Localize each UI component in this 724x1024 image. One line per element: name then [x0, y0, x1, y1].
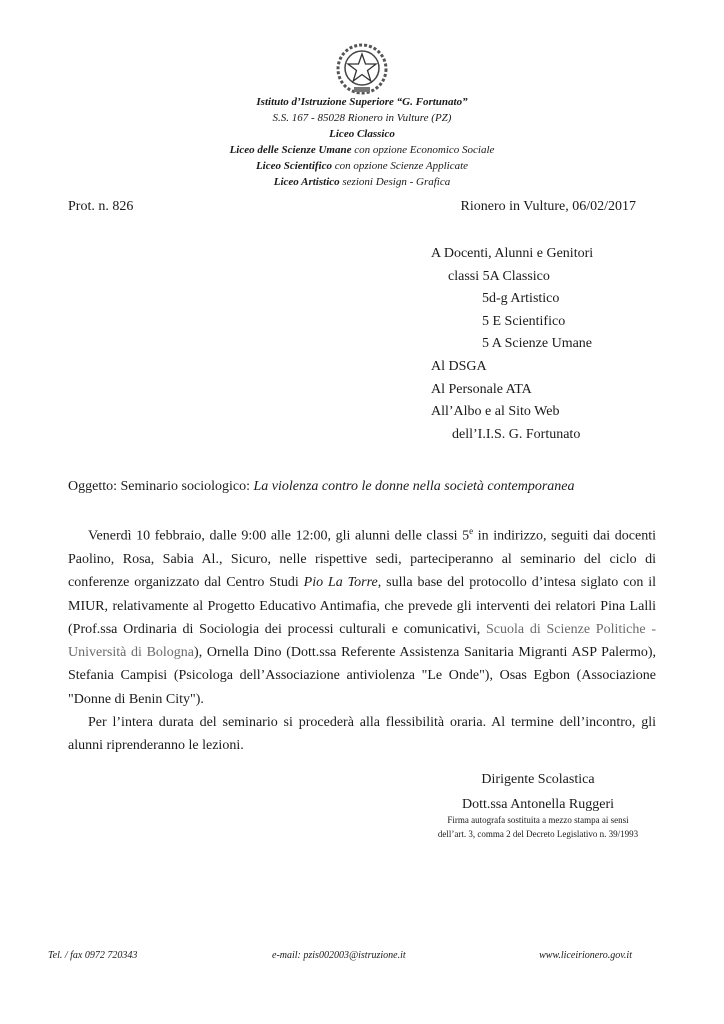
signer-name: Dott.ssa Antonella Ruggeri	[461, 797, 615, 812]
body-paragraph: Venerdì 10 febbraio, dalle 9:00 alle 12:00, gli alunni delle classi 5e in indirizzo, seguiti dai docenti Paolino, Rosa, Sabia Al., Sicuro, nelle rispettive sedi, parteciperanno al seminario del ciclo di conferenze organizzato dal Centro Studi Pio La Torre, sulla base del protocollo d’intesa siglato con il MIUR, relativamente al Progetto Educativo Antimafia, che prevede gli interventi dei relatori Pina Lalli (Prof.ssa Ordinaria di Sociologia dei processi culturali e comunicativi, Scuola di Scienze Politiche - Università di Bologna), Ornella Dino (Dott.ssa Referente Assistenza Sanitaria Migranti ASP Palermo), Stefania Campisi (Psicologa dell’Associazione antiviolenza "Le Onde"), Osas Egbon (Associazione "Donne di Benin City").	[68, 526, 657, 707]
signer-role: Dirigente Scolastica	[481, 772, 595, 787]
recipient-line: classi 5A Classico	[448, 268, 550, 284]
footer-website: www.liceirionero.gov.it	[539, 950, 632, 961]
protocol-number: Prot. n. 826	[68, 199, 134, 214]
letter-body	[68, 520, 656, 758]
subject-line	[68, 479, 575, 495]
body-paragraph: Per l’intera durata del seminario si procederà alla flessibilità oraria. Al termine dell’incontro, gli alunni riprenderanno le lezioni.	[68, 715, 656, 754]
recipient-line: 5 E Scientifico	[482, 313, 566, 329]
school-branch-artistico: Liceo Artistico sezioni Design - Grafica	[273, 176, 451, 188]
school-name: Istituto d’Istruzione Superiore “G. Fortunato”	[256, 96, 468, 108]
school-branch-scientifico: Liceo Scientifico con opzione Scienze Applicate	[255, 160, 469, 172]
school-address: S.S. 167 - 85028 Rionero in Vulture (PZ)	[272, 112, 452, 124]
recipient-line: A Docenti, Alunni e Genitori	[431, 246, 594, 261]
signature-note: Firma autografa sostituita a mezzo stampa ai sensi dell’art. 3, comma 2 del Decreto Legislativo n. 39/1993	[437, 815, 639, 839]
school-branch-scienze-umane: Liceo delle Scienze Umane con opzione Economico Sociale	[229, 144, 495, 156]
subject-title: La violenza contro le donne nella società contemporanea	[253, 479, 575, 494]
recipients-block	[431, 243, 593, 446]
recipient-line: dell’I.I.S. G. Fortunato	[452, 426, 581, 442]
italian-republic-emblem-icon	[334, 40, 390, 96]
footer-phone: Tel. / fax 0972 720343	[48, 950, 138, 961]
subject-label: Oggetto: Seminario sociologico:	[68, 479, 254, 494]
signature-block	[428, 767, 648, 817]
letterhead	[0, 94, 724, 190]
recipient-line: Al Personale ATA	[431, 381, 532, 397]
recipient-line: Al DSGA	[431, 358, 487, 374]
place-date: Rionero in Vulture, 06/02/2017	[460, 199, 636, 214]
recipient-line: 5 A Scienze Umane	[482, 336, 593, 352]
recipient-line: All’Albo e al Sito Web	[431, 404, 560, 420]
school-branch-classico: Liceo Classico	[329, 128, 395, 140]
recipient-line: 5d-g Artistico	[482, 291, 560, 307]
footer-email: e-mail: pzis002003@istruzione.it	[272, 950, 406, 961]
